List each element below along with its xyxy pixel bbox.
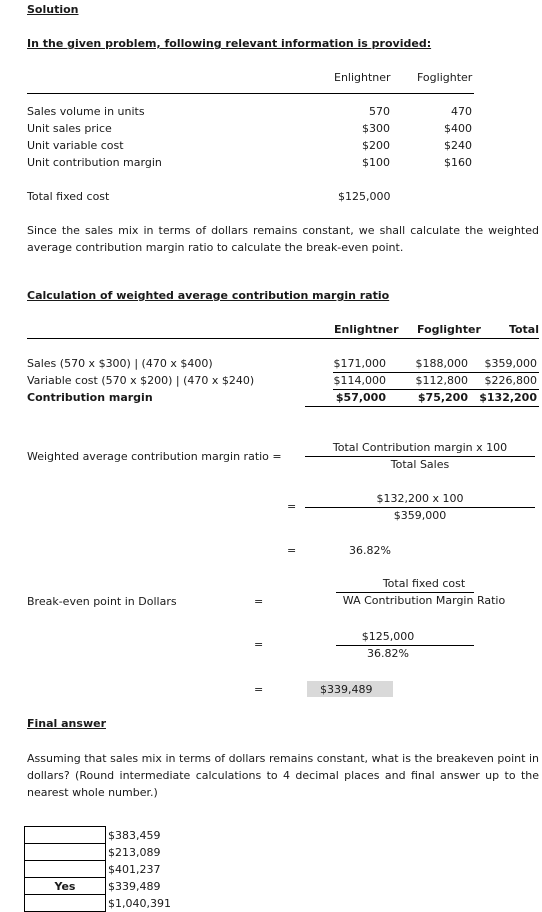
bep-result: $339,489 — [320, 683, 373, 696]
final-heading: Final answer — [27, 717, 106, 730]
question-text: Assuming that sales mix in terms of dollars remains constant, what is the breakeven point in dollars? (Round intermediate calculations to 4 decimal places and final answer up to the nearest whole number.) — [27, 752, 539, 799]
table1-col-enlightner: Enlightner — [334, 71, 391, 84]
option-value: $383,459 — [106, 827, 191, 844]
table2-col-total: Total — [508, 323, 539, 336]
bep-fraction-bar — [336, 592, 474, 593]
table1-cell: $160 — [444, 156, 472, 169]
table2-row-rule — [333, 372, 539, 373]
table2-col-foglighter: Foglighter — [417, 323, 481, 336]
answer-options-table — [24, 826, 190, 912]
wacm-label: Weighted average contribution margin ratio = — [27, 450, 282, 463]
wacm-equals: = — [287, 500, 297, 513]
table1-row-label: Unit contribution margin — [27, 156, 162, 169]
wacm-denominator: Total Sales — [390, 458, 450, 471]
table1-cell: $240 — [444, 139, 472, 152]
option-mark — [25, 827, 106, 844]
table1-cell: $400 — [444, 122, 472, 135]
given-heading: In the given problem, following relevant information is provided: — [27, 37, 432, 50]
option-value: $213,089 — [106, 844, 191, 861]
table2-cell: $188,000 — [415, 357, 468, 370]
table2-cell: $359,000 — [484, 357, 537, 370]
option-row[interactable] — [25, 895, 191, 912]
bep-label: Break-even point in Dollars — [27, 595, 177, 608]
calc-heading: Calculation of weighted average contribution margin ratio — [27, 289, 390, 302]
table1-cell: $100 — [362, 156, 390, 169]
table2-row-label: Variable cost (570 x $200) | (470 x $240) — [27, 374, 255, 387]
table2-cell: $171,000 — [333, 357, 386, 370]
table1-col-foglighter: Foglighter — [417, 71, 473, 84]
table2-cell: $114,000 — [333, 374, 386, 387]
bep-numerator-values: $125,000 — [361, 630, 415, 643]
table1-cell: 470 — [451, 105, 472, 118]
wacm-numerator: Total Contribution margin x 100 — [332, 441, 508, 454]
table1-row-label: Sales volume in units — [27, 105, 145, 118]
option-row[interactable] — [25, 861, 191, 878]
wacm-numerator-values: $132,200 x 100 — [376, 492, 464, 505]
table2-cell: $226,800 — [484, 374, 537, 387]
wacm-result: 36.82% — [349, 544, 391, 557]
option-value: $401,237 — [106, 861, 191, 878]
wacm-denominator-values: $359,000 — [393, 509, 447, 522]
bep-fraction-bar-2 — [336, 645, 474, 646]
table2-cell: $132,200 — [479, 391, 537, 404]
table1-header-rule — [27, 93, 474, 94]
table2-row-label: Sales (570 x $300) | (470 x $400) — [27, 357, 213, 370]
wacm-equals-2: = — [287, 544, 297, 557]
table2-cell: $112,800 — [415, 374, 468, 387]
option-row[interactable] — [25, 878, 191, 895]
option-row[interactable] — [25, 827, 191, 844]
table2-cell: $75,200 — [417, 391, 468, 404]
table1-cell: $300 — [362, 122, 390, 135]
wacm-fraction-bar — [305, 456, 535, 457]
bep-equals: = — [254, 595, 264, 608]
table2-row-label: Contribution margin — [27, 391, 153, 404]
table1-row-label: Unit sales price — [27, 122, 112, 135]
wacm-fraction-bar-2 — [305, 507, 535, 508]
option-row[interactable] — [25, 844, 191, 861]
bep-numerator: Total fixed cost — [382, 577, 466, 590]
fixed-cost-value: $125,000 — [338, 190, 391, 203]
table2-cell: $57,000 — [335, 391, 386, 404]
table2-header-rule — [27, 338, 539, 339]
option-value: $339,489 — [106, 878, 191, 895]
option-mark: Yes — [25, 878, 106, 895]
bep-denominator: WA Contribution Margin Ratio — [342, 594, 506, 607]
option-mark — [25, 844, 106, 861]
table2-total-rule — [305, 406, 539, 407]
table2-row-rule — [333, 389, 539, 390]
table1-cell: $200 — [362, 139, 390, 152]
bep-equals-3: = — [254, 683, 264, 696]
option-value: $1,040,391 — [106, 895, 191, 912]
option-mark — [25, 861, 106, 878]
fixed-cost-label: Total fixed cost — [27, 190, 110, 203]
option-mark — [25, 895, 106, 912]
bep-equals-2: = — [254, 638, 264, 651]
table1-row-label: Unit variable cost — [27, 139, 124, 152]
solution-heading: Solution — [27, 3, 79, 16]
table2-col-enlightner: Enlightner — [334, 323, 399, 336]
explanation-paragraph: Since the sales mix in terms of dollars remains constant, we shall calculate the weighted average contribution margin ratio to calculate the break-even point. — [27, 224, 539, 254]
table1-cell: 570 — [369, 105, 390, 118]
bep-denominator-values: 36.82% — [367, 647, 409, 660]
